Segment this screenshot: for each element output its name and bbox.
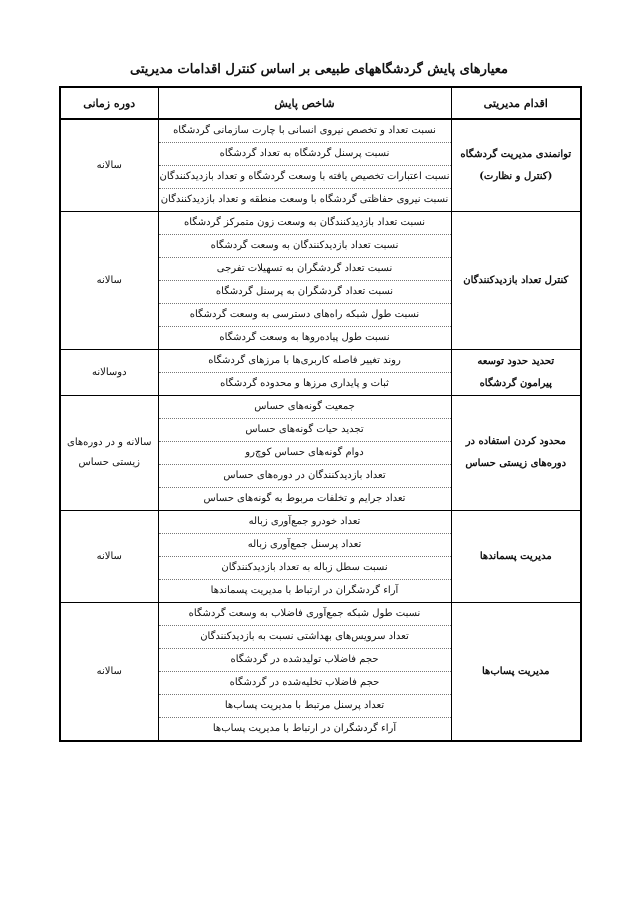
- monitoring-indicator-cell: تعداد بازدیدکنندگان در دوره‌های حساس: [158, 465, 451, 488]
- time-period-cell: [60, 119, 158, 212]
- time-period-cell: [60, 396, 158, 511]
- management-action-text: پیرامون گردشگاه: [479, 377, 552, 389]
- management-action-cell: [451, 212, 581, 350]
- monitoring-criteria-table: [59, 86, 582, 742]
- time-period-text: سالانه: [96, 159, 122, 171]
- management-action-text: مدیریت پسماندها: [479, 550, 552, 562]
- time-period-text: سالانه: [96, 274, 122, 286]
- monitoring-indicator-cell: حجم فاضلاب تولیدشده در گردشگاه: [158, 649, 451, 672]
- time-period-text: سالانه: [96, 665, 122, 677]
- table-row: [60, 511, 581, 534]
- management-action-text: دوره‌های زیستی حساس: [465, 458, 567, 469]
- header-indicator: شاخص پایش: [158, 87, 451, 119]
- management-action-cell: [451, 603, 581, 742]
- table-header-row: [60, 87, 581, 119]
- monitoring-indicator-cell: تعداد پرسنل جمع‌آوری زباله: [158, 534, 451, 557]
- monitoring-indicator-cell: نسبت طول شبکه جمع‌آوری فاضلاب به وسعت گردشگاه: [158, 603, 451, 626]
- time-period-cell: [60, 212, 158, 350]
- monitoring-indicator-cell: تعداد جرایم و تخلفات مربوط به گونه‌های حساس: [158, 488, 451, 511]
- monitoring-indicator-cell: نسبت تعداد بازدیدکنندگان به وسعت گردشگاه: [158, 235, 451, 258]
- table-body: [60, 119, 581, 741]
- time-period-cell: [60, 603, 158, 742]
- monitoring-indicator-cell: نسبت پرسنل گردشگاه به تعداد گردشگاه: [158, 143, 451, 166]
- monitoring-indicator-cell: نسبت تعداد گردشگران به تسهیلات تفرجی: [158, 258, 451, 281]
- time-period-text: زیستی حساس: [78, 457, 140, 468]
- management-action-cell: [451, 396, 581, 511]
- management-action-cell: [451, 119, 581, 212]
- monitoring-indicator-cell: نسبت طول پیاده‌روها به وسعت گردشگاه: [158, 327, 451, 350]
- time-period-text: سالانه و در دوره‌های: [67, 437, 152, 448]
- table-row: [60, 212, 581, 235]
- monitoring-indicator-cell: تعداد سرویس‌های بهداشتی نسبت به بازدیدکنندگان: [158, 626, 451, 649]
- time-period-text: سالانه: [96, 550, 122, 562]
- monitoring-indicator-cell: نسبت تعداد و تخصص نیروی انسانی با چارت سازمانی گردشگاه: [158, 119, 451, 143]
- monitoring-indicator-cell: نسبت اعتبارات تخصیص یافته با وسعت گردشگاه و تعداد بازدیدکنندگان: [158, 166, 451, 189]
- management-action-text: مدیریت پساب‌ها: [482, 665, 550, 677]
- table-row: [60, 350, 581, 373]
- monitoring-indicator-cell: تعداد خودرو جمع‌آوری زباله: [158, 511, 451, 534]
- time-period-cell: [60, 511, 158, 603]
- monitoring-indicator-cell: جمعیت گونه‌های حساس: [158, 396, 451, 419]
- monitoring-indicator-cell: نسبت نیروی حفاظتی گردشگاه با وسعت منطقه و تعداد بازدیدکنندگان: [158, 189, 451, 212]
- management-action-text: کنترل تعداد بازدیدکنندگان: [463, 274, 569, 286]
- header-action: اقدام مدیریتی: [451, 87, 581, 119]
- table-row: [60, 119, 581, 143]
- monitoring-indicator-cell: حجم فاضلاب تخلیه‌شده در گردشگاه: [158, 672, 451, 695]
- page-title: معیارهای پایش گردشگاههای طبیعی بر اساس کنترل اقدامات مدیریتی: [130, 62, 508, 77]
- monitoring-indicator-cell: نسبت تعداد گردشگران به پرسنل گردشگاه: [158, 281, 451, 304]
- monitoring-indicator-cell: نسبت تعداد بازدیدکنندگان به وسعت زون متمرکز گردشگاه: [158, 212, 451, 235]
- monitoring-indicator-cell: تجدید حیات گونه‌های حساس: [158, 419, 451, 442]
- management-action-text: توانمندی مدیریت گردشگاه: [460, 148, 572, 160]
- header-period: دوره زمانی: [60, 87, 158, 119]
- management-action-cell: [451, 511, 581, 603]
- monitoring-indicator-cell: آراء گردشگران در ارتباط با مدیریت پساب‌ها: [158, 718, 451, 742]
- monitoring-indicator-cell: آراء گردشگران در ارتباط با مدیریت پسماندها: [158, 580, 451, 603]
- management-action-text: محدود کردن استفاده در: [465, 436, 566, 447]
- table-row: [60, 396, 581, 419]
- monitoring-indicator-cell: ثبات و پایداری مرزها و محدوده گردشگاه: [158, 373, 451, 396]
- management-action-text: (کنترل و نظارت): [479, 170, 553, 182]
- management-action-text: تحدید حدود توسعه: [477, 355, 555, 367]
- management-action-cell: [451, 350, 581, 396]
- monitoring-indicator-cell: روند تغییر فاصله کاربری‌ها با مرزهای گردشگاه: [158, 350, 451, 373]
- time-period-text: دوسالانه: [91, 366, 127, 378]
- time-period-cell: [60, 350, 158, 396]
- monitoring-indicator-cell: تعداد پرسنل مرتبط با مدیریت پساب‌ها: [158, 695, 451, 718]
- monitoring-indicator-cell: دوام گونه‌های حساس کوچ‌رو: [158, 442, 451, 465]
- table-row: [60, 603, 581, 626]
- monitoring-indicator-cell: نسبت سطل زباله به تعداد بازدیدکنندگان: [158, 557, 451, 580]
- monitoring-indicator-cell: نسبت طول شبکه راه‌های دسترسی به وسعت گردشگاه: [158, 304, 451, 327]
